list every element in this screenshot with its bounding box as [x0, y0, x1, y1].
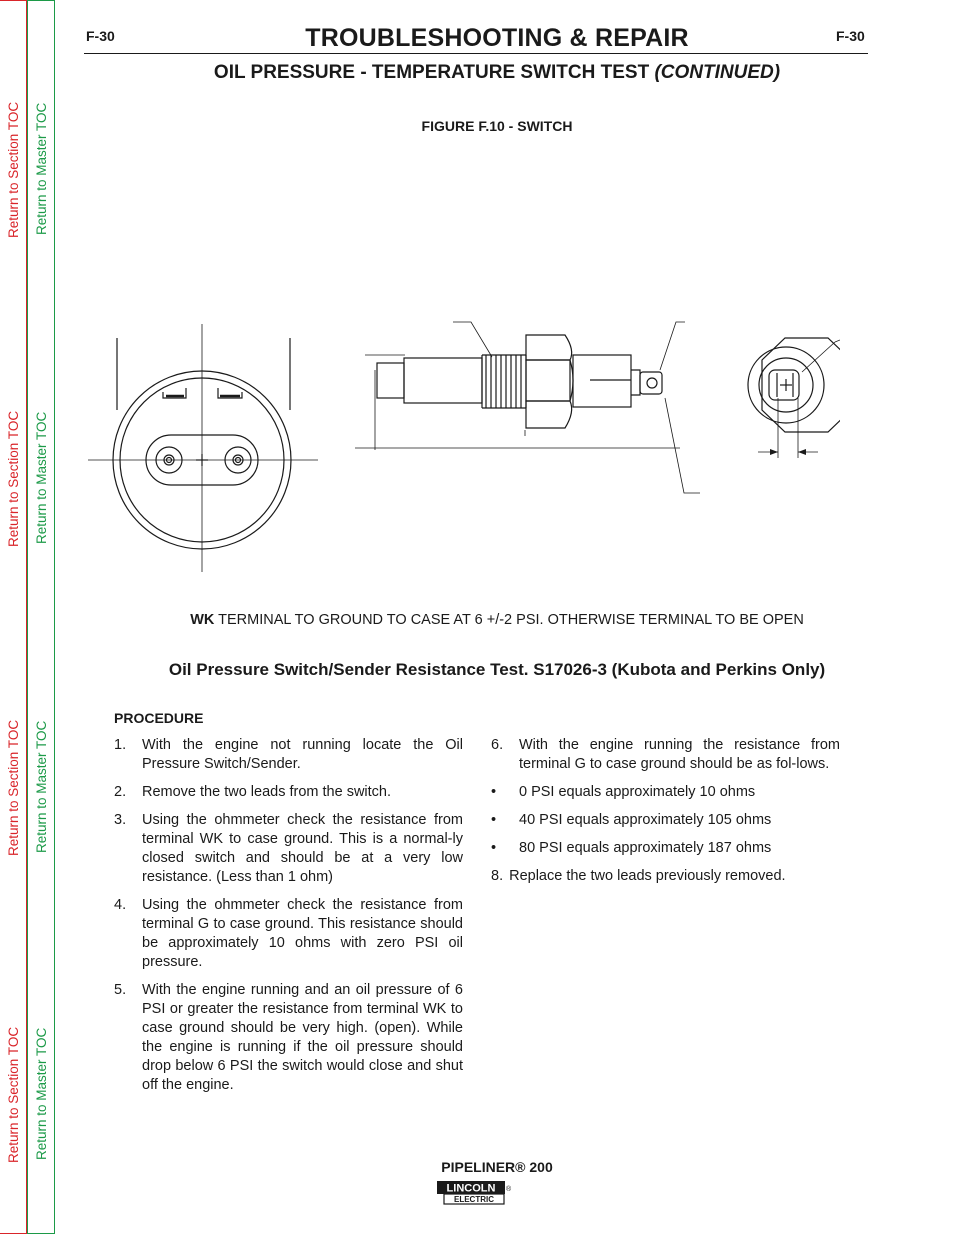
return-to-section-toc-link[interactable]: Return to Section TOC [6, 719, 21, 856]
procedure-right-column [491, 736, 840, 895]
page-number-right: F-30 [836, 28, 865, 44]
figure-caption: FIGURE F.10 - SWITCH [421, 118, 573, 134]
procedure-step [491, 736, 840, 774]
step-text: Replace the two leads previously removed. [509, 868, 786, 884]
step-text: With the engine not running locate the Oil Pressure Switch/Sender. [142, 737, 463, 772]
step-number: 2. [114, 784, 127, 800]
step-number: 4. [114, 897, 127, 913]
logo-registered-mark: ® [506, 1186, 512, 1193]
bullet: • [491, 784, 497, 800]
note-text: TERMINAL TO GROUND TO CASE AT 6 +/-2 PSI. OTHERWISE TERMINAL TO BE OPEN [214, 612, 804, 628]
step-number: 1. [114, 737, 127, 753]
procedure-label: PROCEDURE [114, 710, 204, 726]
bullet-text: 80 PSI equals approximately 187 ohms [519, 840, 772, 856]
return-to-section-toc-link[interactable]: Return to Section TOC [6, 410, 21, 547]
step-text: Remove the two leads from the switch. [142, 784, 392, 800]
procedure-left-column [114, 736, 463, 1104]
return-to-section-toc-link[interactable]: Return to Section TOC [6, 1026, 21, 1163]
subtitle-main: OIL PRESSURE - TEMPERATURE SWITCH TEST [213, 62, 650, 83]
subtitle-continued: (CONTINUED) [654, 62, 781, 83]
procedure-step [114, 811, 463, 887]
section-heading: Oil Pressure Switch/Sender Resistance Test. S17026-3 (Kubota and Perkins Only) [168, 660, 826, 679]
switch-end-view [88, 324, 318, 572]
procedure-step [114, 896, 463, 972]
resistance-bullet [491, 839, 840, 858]
step-number: 3. [114, 812, 127, 828]
page-title: TROUBLESHOOTING & REPAIR [305, 24, 689, 52]
header-divider [84, 53, 868, 54]
thread-section [482, 355, 526, 408]
step-text: Using the ohmmeter check the resistance from terminal G to case ground. This resistance should be approximately 10 ohms with zero PSI oil pressure. [142, 897, 463, 970]
figure-note [0, 612, 954, 628]
step-text: Using the ohmmeter check the resistance from terminal WK to case ground. This is a normal-ly closed switch and should be at a very low resistance. (Less than 1 ohm) [142, 812, 463, 885]
logo-top-text: LINCOLN [446, 1182, 496, 1195]
bullet-text: 0 PSI equals approximately 10 ohms [519, 784, 756, 800]
footer-model-name: PIPELINER® 200 [441, 1159, 553, 1175]
hex-nut-side [526, 335, 573, 428]
page-subtitle [0, 62, 954, 84]
bullet-text: 40 PSI equals approximately 105 ohms [519, 812, 772, 828]
bullet: • [491, 840, 497, 856]
page-number-left: F-30 [86, 28, 115, 44]
switch-diagram [80, 300, 840, 585]
logo-bottom-text: ELECTRIC [454, 1195, 494, 1205]
resistance-bullet [491, 811, 840, 830]
procedure-step [114, 783, 463, 802]
return-to-master-toc-link[interactable]: Return to Master TOC [34, 411, 49, 544]
note-terminal-label: WK [190, 612, 215, 628]
switch-side-view [355, 322, 700, 493]
lincoln-electric-logo [436, 1179, 514, 1207]
step-text: With the engine running and an oil pressure of 6 PSI or greater the resistance from terminal WK to case ground should be very high. (open). While the engine is running if the oil pressure should drop below 6 PSI the switch would close and shut off the engine. [142, 982, 463, 1093]
step-text: With the engine running the resistance from terminal G to case ground should be as fol-lows. [519, 737, 840, 772]
step-number: 6. [491, 737, 504, 753]
return-to-section-toc-link[interactable]: Return to Section TOC [6, 101, 21, 238]
step-number: 5. [114, 982, 127, 998]
bullet: • [491, 812, 497, 828]
return-to-master-toc-link[interactable]: Return to Master TOC [34, 720, 49, 853]
return-to-master-toc-link[interactable]: Return to Master TOC [34, 102, 49, 235]
resistance-bullet [491, 783, 840, 802]
procedure-step [491, 867, 840, 886]
step-number: 8. [491, 868, 504, 884]
procedure-step [114, 736, 463, 774]
procedure-step [114, 981, 463, 1095]
switch-hex-view [748, 338, 840, 458]
return-to-master-toc-link[interactable]: Return to Master TOC [34, 1027, 49, 1160]
